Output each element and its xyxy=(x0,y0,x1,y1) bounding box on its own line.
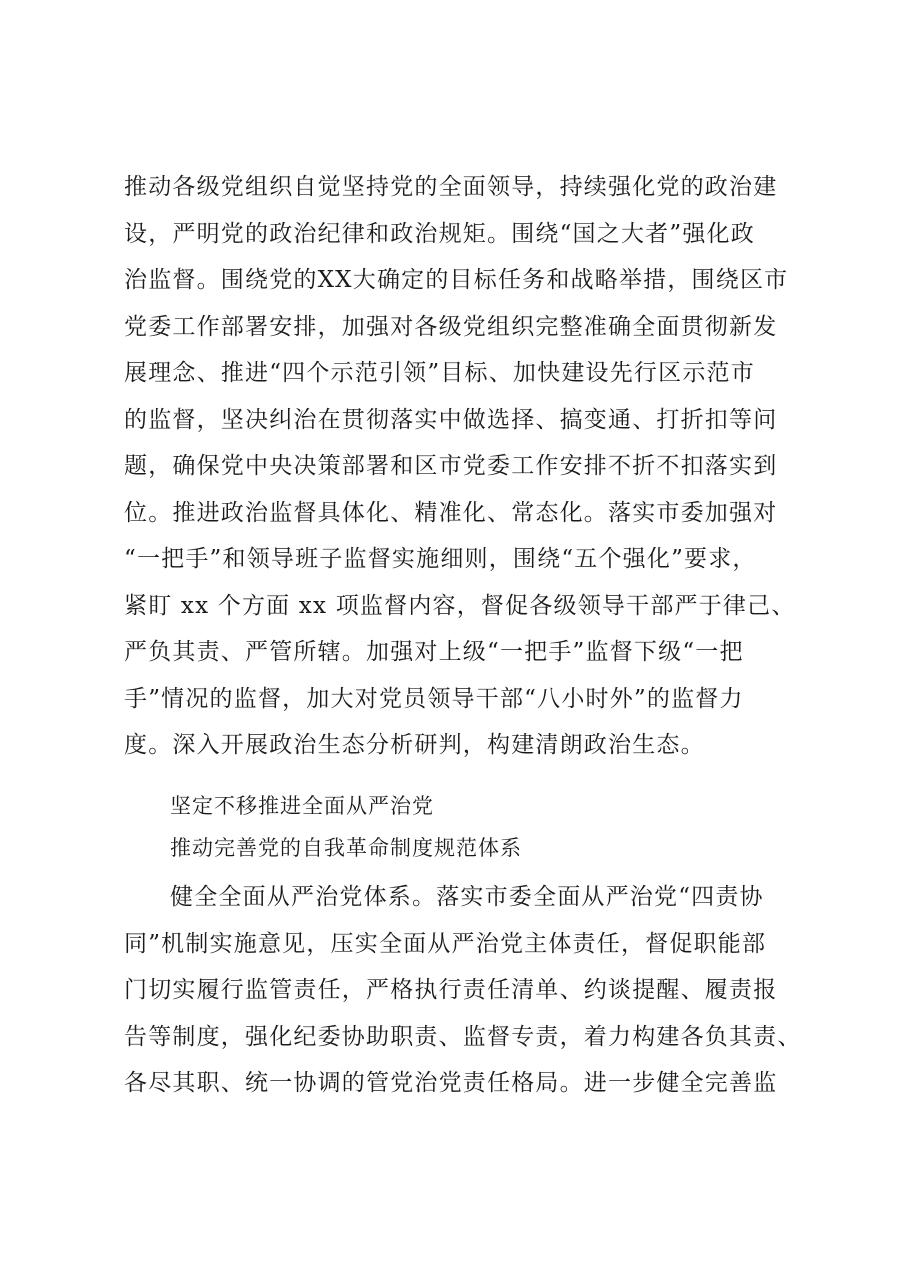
text-line: 位。推进政治监督具体化、精准化、常态化。落实市委加强对 xyxy=(124,499,778,526)
section-headings xyxy=(124,785,824,869)
text-line: 告等制度，强化纪委协助职责、监督专责，着力构建各负其责、 xyxy=(124,1023,802,1050)
text-line: 治监督。围绕党的XX大确定的目标任务和战略举措，围绕区市 xyxy=(124,267,789,293)
text-line: 各尽其职、统一协调的管党治党责任格局。进一步健全完善监 xyxy=(124,1070,778,1096)
text-line: 紧盯 xx 个方面 xx 项监督内容，督促各级领导干部严于律己、 xyxy=(124,592,796,619)
text-line: 的监督，坚决纠治在贯彻落实中做选择、搞变通、打折扣等问 xyxy=(124,406,778,433)
paragraph-party-governance xyxy=(124,874,824,1107)
text-line: 推动各级党组织自觉坚持党的全面领导，持续强化党的政治建 xyxy=(124,174,778,200)
text-line: 手”情况的监督，加大对党员领导干部“八小时外”的监督力 xyxy=(124,685,744,712)
text-line: 展理念、推进“四个示范引领”目标、加快建设先行区示范市 xyxy=(124,360,755,386)
text-line: 健全全面从严治党体系。落实市委全面从严治党“四责协 xyxy=(170,884,764,910)
section-heading: 坚定不移推进全面从严治党 xyxy=(170,794,434,818)
text-line: 门切实履行监管责任，严格执行责任清单、约谈提醒、履责报 xyxy=(124,977,778,1003)
paragraph-political-supervision xyxy=(124,164,824,769)
text-line: 党委工作部署安排，加强对各级党组织完整准确全面贯彻新发 xyxy=(124,313,778,340)
text-line: 严负其责、严管所辖。加强对上级“一把手”监督下级“一把 xyxy=(124,639,744,665)
text-line: “一把手”和领导班子监督实施细则，围绕“五个强化”要求， xyxy=(124,546,757,572)
text-line: 设，严明党的政治纪律和政治规矩。围绕“国之大者”强化政 xyxy=(124,220,755,247)
text-line: 同”机制实施意见，压实全面从严治党主体责任，督促职能部 xyxy=(124,930,767,957)
text-line: 度。深入开展政治生态分析研判，构建清朗政治生态。 xyxy=(124,732,705,758)
text-line: 题，确保党中央决策部署和区市党委工作安排不折不扣落实到 xyxy=(124,453,778,479)
subsection-heading: 推动完善党的自我革命制度规范体系 xyxy=(170,836,522,860)
